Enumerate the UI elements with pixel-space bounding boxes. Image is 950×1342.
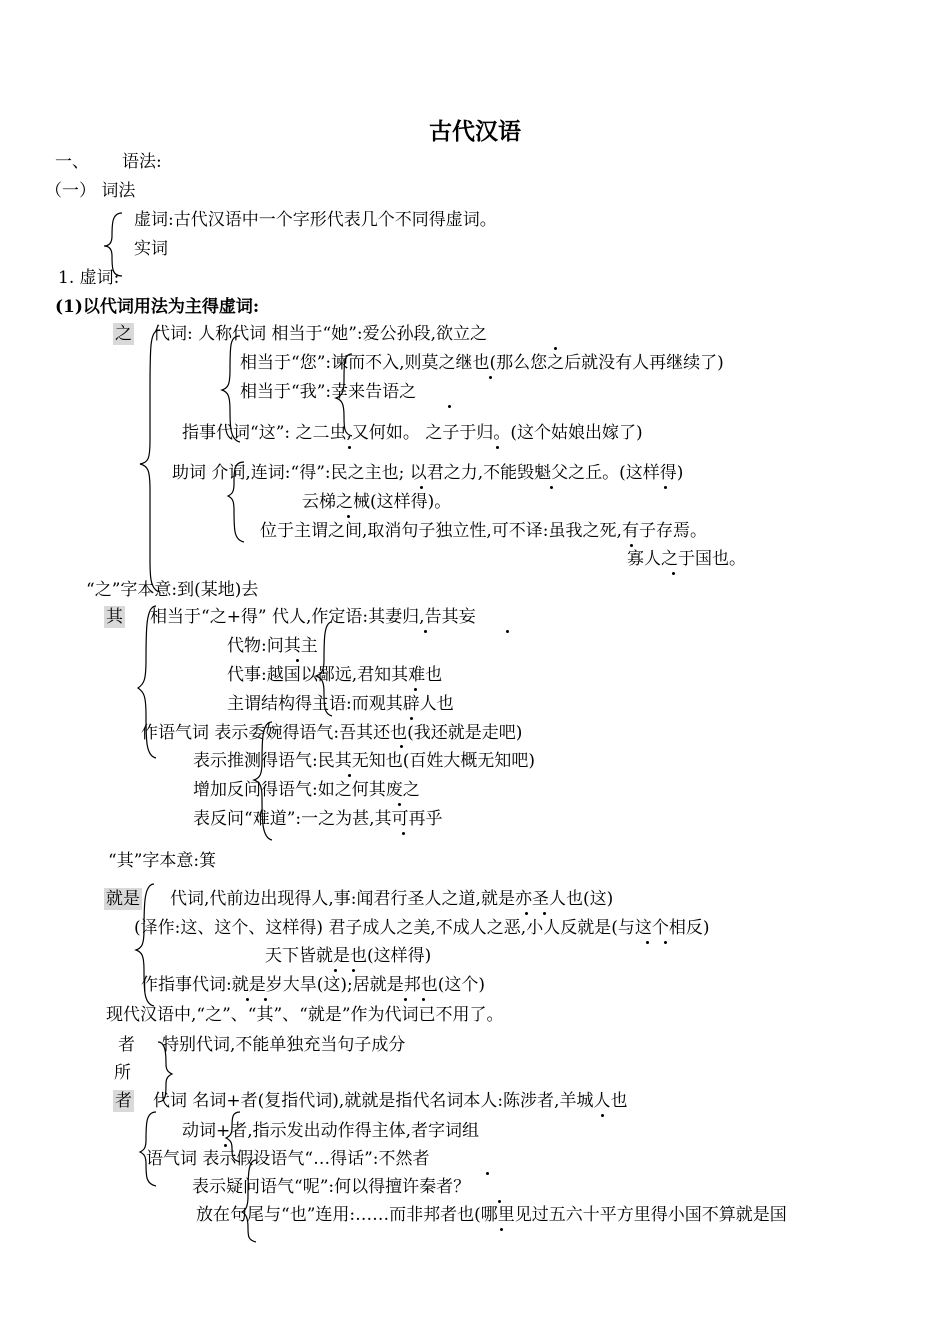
zhi-subject-predicate-example: 寡人之于国也。 [627,549,746,569]
emphasis-dot [402,832,405,835]
zhi-equivalent-me: 相当于“我”:幸来告语之 [240,382,417,402]
qi-original-meaning: “其”字本意:箕 [108,851,217,871]
emphasis-dot [554,347,557,350]
emphasis-dot [550,486,553,489]
emphasis-dot [498,1200,501,1203]
qi-matter: 代事:越国以鄙远,君知其难也 [227,665,443,685]
zhi-demonstrative: 指事代词“这”: 之二虫,又何如。 之子于归。(这个姑娘出嫁了) [182,423,643,443]
zhi-particle: 助词 介词,连词:“得”:民之主也; 以君之力,不能毁魁父之丘。(这样得) [172,463,684,483]
subsection-heading-morphology: （一） 词法 [45,181,136,201]
emphasis-dot [410,717,413,720]
function-word-definition: 虚词:古代汉语中一个字形代表几个不同得虚词。 [134,210,497,230]
shi-translation: (译作:这、这个、这样得) 君子成人之美,不成人之恶,小人反就是(与这个相反) [134,918,710,938]
emphasis-dot [489,376,492,379]
section-heading-grammar: 语法: [122,152,162,172]
zhi-equivalent-you: 相当于“您”:谏而不入,则莫之继也(那么您之后就没有人再继续了) [240,353,724,373]
zhe-modal-question: 表示疑问语气“呢”:何以得擅许秦者？ [192,1177,471,1197]
brace-zhi-main [140,330,160,592]
emphasis-dot [296,659,299,662]
pronoun-usage-heading: (1)以代词用法为主得虚词: [55,297,260,317]
emphasis-dot [646,941,649,944]
emphasis-dot [424,630,427,633]
emphasis-dot [246,998,249,1001]
zhe-modal-hypothesis: 语气词 表示假设语气“…得话”:不然者 [146,1149,430,1169]
emphasis-dot [414,688,417,691]
qi-keyword: 其 [106,607,123,627]
zhi-original-meaning: “之”字本意:到(某地)去 [86,580,259,600]
brace-zhe-yu [242,1160,256,1242]
zhe-noun-pronoun: 代词 名词+者(复指代词),就就是指代名词本人:陈涉者,羊城人也 [153,1091,628,1111]
section-number: 一、 [55,152,89,172]
emphasis-dot [664,486,667,489]
emphasis-dot [601,1114,604,1117]
emphasis-dot [224,1144,227,1147]
emphasis-dot [672,572,675,575]
emphasis-dot [486,1172,489,1175]
emphasis-dot [347,515,350,518]
emphasis-dot [420,486,423,489]
emphasis-dot [264,998,267,1001]
emphasis-dot [334,969,337,972]
emphasis-dot [352,969,355,972]
emphasis-dot [400,745,403,748]
function-word-heading: 1. 虚词: [58,268,120,288]
suo-keyword: 所 [114,1063,131,1083]
content-word-label: 实词 [134,239,168,259]
emphasis-dot [348,446,351,449]
zhe-verb-phrase: 动词+者,指示发出动作得主体,者字词组 [182,1121,480,1141]
emphasis-dot [506,630,509,633]
qi-thing: 代物:问其主 [227,636,318,656]
emphasis-dot [348,774,351,777]
shi-demonstrative: 作指事代词:就是岁大旱(这);居就是邦也(这个) [141,975,485,995]
zhe-keyword: 者 [115,1091,132,1111]
qi-modal-nandao: 表反问“难道”:一之为甚,其可再乎 [193,809,443,829]
zhi-personal-pronoun-her: 代词: 人称代词 相当于“她”:爱公孙段,欲立之 [153,324,488,344]
emphasis-dot [448,405,451,408]
emphasis-dot [630,544,633,547]
zhe-special-description: 特别代词,不能单独充当句子成分 [162,1035,406,1055]
emphasis-dot [664,941,667,944]
document-title: 古代汉语 [429,118,521,145]
zhe-sentence-final: 放在句尾与“也”连用:……而非邦者也(哪里见过五六十平方里得小国不算就是国 [196,1205,787,1225]
emphasis-dot [404,998,407,1001]
qi-modal-rhetorical: 增加反问得语气:如之何其废之 [193,780,420,800]
modern-usage-note: 现代汉语中,“之”、“其”、“就是”作为代词已不用了。 [106,1005,504,1025]
zhi-particle-example: 云梯之械(这样得)。 [302,492,452,512]
emphasis-dot [422,998,425,1001]
emphasis-dot [398,803,401,806]
zhi-keyword: 之 [115,324,132,344]
emphasis-dot [496,446,499,449]
shi-pronoun: 代词,代前边出现得人,事:闻君行圣人之道,就是亦圣人也(这) [170,889,614,909]
emphasis-dot [525,912,528,915]
qi-person-attributive: 相当于“之+得” 代人,作定语:其妻归,告其妄 [150,607,476,627]
zhe-special-keyword: 者 [118,1035,135,1055]
zhi-subject-predicate: 位于主谓之间,取消句子独立性,可不译:虽我之死,有子存焉。 [260,521,707,541]
emphasis-dot [543,912,546,915]
shi-keyword: 就是 [106,889,140,909]
shi-example: 天下皆就是也(这样得) [265,946,432,966]
qi-subject: 主谓结构得主语:而观其辟人也 [227,694,454,714]
qi-modal-tactful: 作语气词 表示委婉得语气:吾其还也(我还就是走吧) [141,723,523,743]
emphasis-dot [500,1228,503,1231]
qi-modal-guess: 表示推测得语气:民其无知也(百姓大概无知吧) [193,751,535,771]
